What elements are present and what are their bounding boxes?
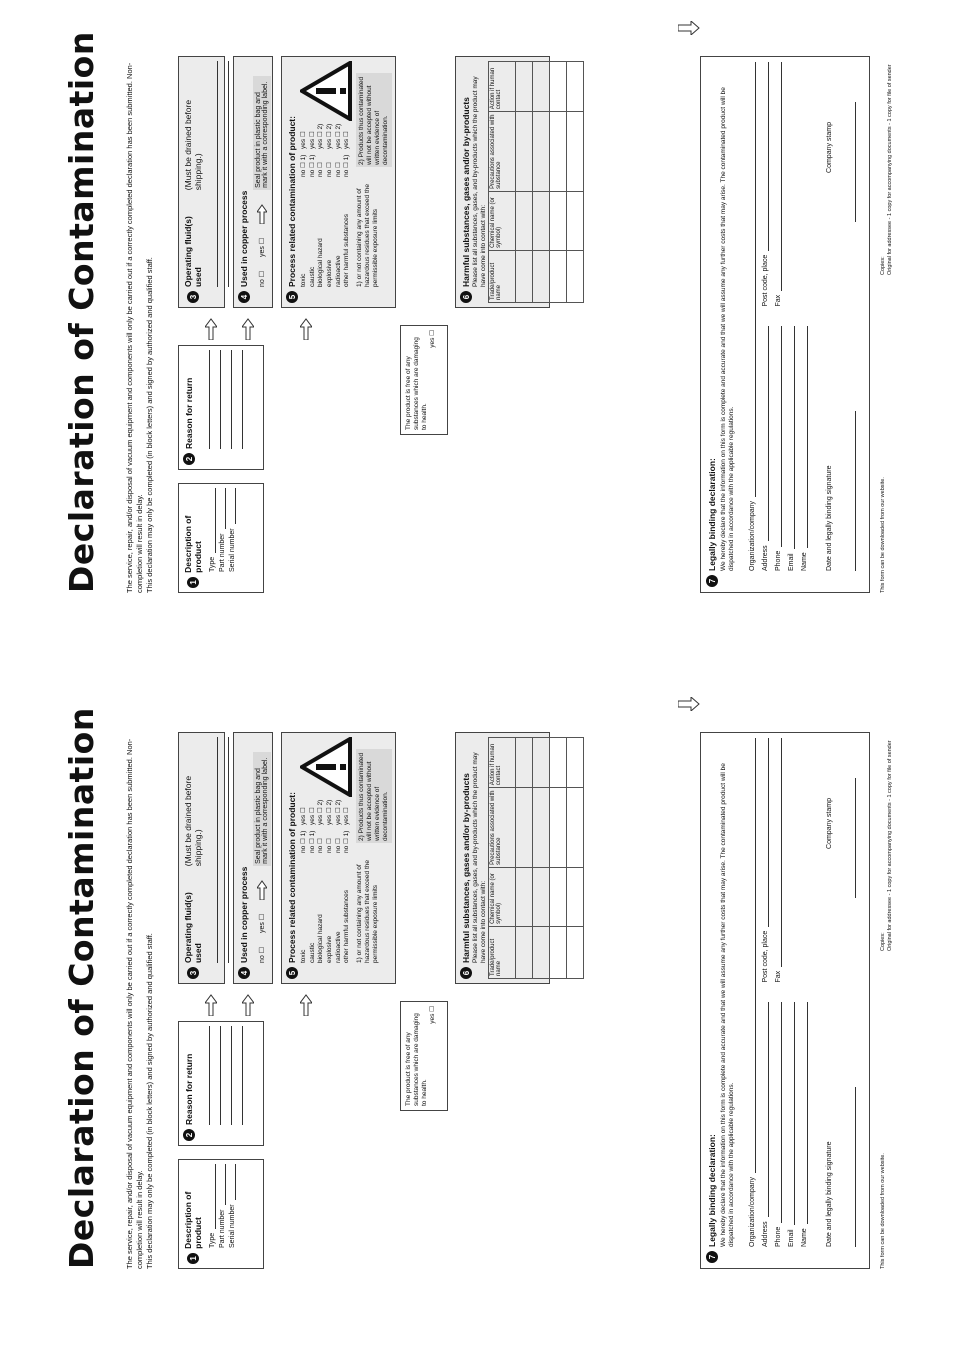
contamination-yes-checkbox[interactable]: yes ☐ 2): [334, 123, 342, 149]
contamination-yes-checkbox[interactable]: yes ☐ 2): [325, 799, 333, 825]
reason-line[interactable]: [232, 1026, 243, 1125]
fax-field[interactable]: [772, 62, 782, 291]
form-title: Declaration of Contamination: [62, 31, 101, 593]
substances-instruction: Please list all substances, gases, and by-products which the product may have come into contact with:: [472, 752, 487, 963]
section-harmful-substances: [455, 56, 550, 308]
section-2-heading: [183, 350, 195, 465]
section-number: 5: [286, 967, 298, 979]
reason-line[interactable]: [210, 350, 221, 449]
section-description-of-product: [178, 1159, 264, 1269]
contamination-no-checkbox[interactable]: no ☐ 1): [300, 154, 307, 177]
declaration-text: We hereby declare that the information on this form is complete and accurate and that we will assume any further costs that may arise. The contaminated product will be dispatched in accordance with the applicable regulations.: [720, 87, 735, 571]
organization-label: Organization/company: [749, 500, 756, 571]
address-field[interactable]: [759, 327, 769, 542]
contamination-no-checkbox[interactable]: no ☐: [325, 838, 333, 853]
free-of-substances-text: The product is free of any substances which are damaging to health.: [405, 1013, 428, 1106]
section-heading-text: Legally binding declaration:: [707, 458, 717, 571]
contamination-label: caustic: [308, 942, 316, 963]
footer-copies: [880, 721, 894, 951]
contamination-label: toxic: [300, 949, 307, 963]
reason-line[interactable]: [232, 350, 243, 449]
postcode-field[interactable]: [759, 738, 769, 927]
contamination-label: other harmful substances: [343, 890, 351, 963]
arrow-right-icon: [205, 994, 217, 1016]
email-field[interactable]: [785, 1003, 795, 1226]
arrow-down-icon: [678, 21, 700, 35]
contamination-label: biological hazard: [317, 238, 325, 287]
section-number: 6: [460, 291, 472, 303]
col-action-human-contact: Action if human contact: [489, 62, 516, 112]
table-row[interactable]: [516, 738, 533, 979]
contamination-no-checkbox[interactable]: no ☐ 1): [300, 830, 307, 853]
note-exposure-limits: 1) or not containing any amount of hazardous residues that exceed the permissible exposure limits: [356, 860, 379, 963]
part-number-field[interactable]: [216, 1164, 226, 1205]
section-4-heading: [238, 61, 250, 303]
arrow-right-icon: [300, 318, 312, 340]
stamp-field[interactable]: [855, 102, 856, 222]
type-field[interactable]: [206, 488, 216, 553]
footer-copies-text: Original for addressee - 1 copy for accompanying documents - 1 copy for file of sender: [887, 64, 893, 275]
section-heading-text: Process related contamination of product:: [287, 116, 297, 287]
footer-copies-text: Original for addressee - 1 copy for accompanying documents - 1 copy for file of sender: [887, 740, 893, 951]
section-heading-text: Description of product: [183, 515, 203, 573]
intro-line-1: The service, repair, and/or disposal of vacuum equipment and components will only be carried out if a correctly completed declaration has been submitted. Non-completion will result in delay.: [125, 738, 144, 1269]
warning-triangle-icon: [300, 61, 352, 121]
warning-triangle-icon: [300, 737, 352, 797]
section-operating-fluids: [178, 732, 225, 984]
type-label: Type: [209, 1232, 216, 1248]
seal-instruction: Seal product in plastic bag and mark it with a corresponding label.: [253, 752, 271, 866]
email-label: Email: [788, 1229, 795, 1247]
col-chemical-name: Chemical name (or symbol): [489, 191, 516, 250]
col-action-human-contact: Action if human contact: [489, 738, 516, 788]
arrow-right-icon: [300, 994, 312, 1016]
contamination-no-checkbox[interactable]: no ☐: [317, 162, 325, 177]
phone-label: Phone: [775, 1226, 782, 1247]
arrow-down-icon: [678, 697, 700, 711]
intro-line-2: This declaration may only be completed (in block letters) and signed by authorized and qualified staff.: [145, 257, 154, 593]
section-legal-declaration: [700, 732, 870, 1269]
section-heading-text: Reason for return: [184, 1053, 194, 1125]
contamination-no-checkbox[interactable]: no ☐: [334, 838, 342, 853]
section-number: 4: [238, 291, 250, 303]
drain-note: (Must be drained before shipping.): [183, 99, 203, 191]
address-label: Address: [762, 1221, 769, 1247]
email-label: Email: [788, 553, 795, 571]
postcode-label: Post code, place: [762, 930, 769, 983]
contamination-yes-checkbox[interactable]: yes ☐ 2): [317, 123, 325, 149]
declaration-form: [0, 0, 954, 675]
substances-table: [488, 737, 584, 979]
section-number: 7: [706, 575, 718, 587]
section-5-heading: [286, 61, 298, 303]
note-decontamination: 2) Products thus contaminated will not be accepted without written evidence of decontamination.: [356, 749, 392, 843]
col-trade-name: Trade/product name: [489, 926, 516, 978]
signature-field[interactable]: [855, 411, 856, 571]
section-heading-text: Operating fluid(s) used: [183, 892, 203, 964]
copper-yes-checkbox[interactable]: yes ☐: [259, 913, 266, 933]
part-number-field[interactable]: [216, 488, 226, 529]
address-label: Address: [762, 545, 769, 571]
contamination-label: biological hazard: [317, 914, 325, 963]
arrow-right-icon: [242, 318, 254, 340]
col-precautions: Precautions associated with substance: [489, 788, 516, 868]
arrow-right-icon: [242, 994, 254, 1016]
section-heading-text: Used in copper process: [239, 190, 249, 287]
substances-table: [488, 61, 584, 303]
footer-copies-label: Copies:: [880, 256, 886, 275]
section-4-heading: [238, 737, 250, 979]
signature-label: Date and legally binding signature: [826, 465, 833, 571]
organization-field[interactable]: [746, 738, 756, 1173]
phone-label: Phone: [775, 550, 782, 571]
section-copper-process: [233, 732, 273, 984]
intro-line-2: This declaration may only be completed (in block letters) and signed by authorized and qualified staff.: [145, 933, 154, 1269]
free-of-substances-text: The product is free of any substances which are damaging to health.: [405, 337, 428, 430]
note-exposure-limits: 1) or not containing any amount of hazardous residues that exceed the permissible exposure limits: [356, 184, 379, 287]
part-number-label: Part number: [219, 1209, 226, 1248]
section-1-heading: [183, 1164, 203, 1264]
section-3-heading: [183, 61, 203, 303]
contamination-no-checkbox[interactable]: no ☐ 1): [308, 830, 316, 853]
contamination-yes-checkbox[interactable]: yes ☐ 2): [334, 799, 342, 825]
stamp-field[interactable]: [855, 778, 856, 898]
arrow-right-icon: [257, 880, 267, 900]
fax-field[interactable]: [772, 738, 782, 967]
col-precautions: Precautions associated with substance: [489, 112, 516, 192]
table-row[interactable]: [533, 62, 550, 303]
section-number: 6: [460, 967, 472, 979]
section-heading-text: Harmful substances, gases and/or by-products: [461, 97, 471, 287]
type-field[interactable]: [206, 1164, 216, 1229]
intro-line-1: The service, repair, and/or disposal of vacuum equipment and components will only be carried out if a correctly completed declaration has been submitted. Non-completion will result in delay.: [125, 62, 144, 593]
arrow-right-icon: [257, 204, 267, 224]
copper-yes-checkbox[interactable]: yes ☐: [259, 237, 266, 257]
name-field[interactable]: [798, 1003, 808, 1225]
section-operating-fluids: [178, 56, 225, 308]
section-heading-text: Harmful substances, gases and/or by-products: [461, 773, 471, 963]
col-trade-name: Trade/product name: [489, 250, 516, 302]
section-process-contamination: [281, 732, 396, 984]
table-row[interactable]: [550, 738, 567, 979]
footer-copies: [880, 45, 894, 275]
contamination-yes-checkbox[interactable]: yes ☐ 2): [317, 799, 325, 825]
serial-number-label: Serial number: [229, 1204, 236, 1248]
fluid-line[interactable]: [207, 61, 218, 287]
contamination-no-checkbox[interactable]: no ☐ 1): [343, 154, 351, 177]
type-label: Type: [209, 556, 216, 572]
contamination-no-checkbox[interactable]: no ☐: [334, 162, 342, 177]
declaration-form: [0, 676, 954, 1351]
section-6-heading: [460, 61, 472, 303]
table-row[interactable]: [550, 62, 567, 303]
serial-number-field[interactable]: [226, 488, 236, 524]
section-number: 4: [238, 967, 250, 979]
phone-field[interactable]: [772, 1003, 782, 1223]
contamination-label: radioactive: [334, 931, 342, 963]
section-7-heading: [706, 62, 718, 587]
reason-line[interactable]: [221, 1026, 232, 1125]
contamination-label: explosive: [325, 935, 333, 963]
section-description-of-product: [178, 483, 264, 593]
fluid-line[interactable]: [218, 61, 229, 287]
section-7-heading: [706, 738, 718, 1263]
free-yes-checkbox[interactable]: yes ☐: [429, 330, 436, 348]
table-row[interactable]: [567, 62, 584, 303]
name-label: Name: [801, 552, 808, 571]
contamination-no-checkbox[interactable]: no ☐ 1): [343, 830, 351, 853]
copper-no-checkbox[interactable]: no ☐: [259, 270, 266, 287]
reason-line[interactable]: [199, 1026, 210, 1125]
section-number: 7: [706, 1251, 718, 1263]
organization-label: Organization/company: [749, 1176, 756, 1247]
contamination-label: toxic: [300, 273, 307, 287]
contamination-no-checkbox[interactable]: no ☐: [325, 162, 333, 177]
table-row[interactable]: [567, 738, 584, 979]
declaration-text: We hereby declare that the information on this form is complete and accurate and that we will assume any further costs that may arise. The contaminated product will be dispatched in accordance with the applicable regulations.: [720, 763, 735, 1247]
section-reason-for-return: [178, 345, 264, 470]
section-heading-text: Operating fluid(s) used: [183, 216, 203, 288]
contamination-yes-checkbox[interactable]: yes ☐: [343, 131, 351, 149]
contamination-yes-checkbox[interactable]: yes ☐: [308, 807, 316, 825]
serial-number-label: Serial number: [229, 528, 236, 572]
serial-number-field[interactable]: [226, 1164, 236, 1200]
section-heading-text: Used in copper process: [239, 866, 249, 963]
section-6-heading: [460, 737, 472, 979]
seal-instruction: Seal product in plastic bag and mark it with a corresponding label.: [253, 76, 271, 190]
fax-label: Fax: [775, 970, 782, 983]
address-field[interactable]: [759, 1003, 769, 1218]
form-page-1: [0, 0, 954, 675]
name-field[interactable]: [798, 327, 808, 549]
form-intro: [125, 709, 155, 1269]
section-number: 1: [187, 1253, 199, 1264]
part-number-label: Part number: [219, 533, 226, 572]
signature-label: Date and legally binding signature: [826, 1141, 833, 1247]
drain-note: (Must be drained before shipping.): [183, 775, 203, 867]
section-2-heading: [183, 1026, 195, 1141]
section-5-heading: [286, 737, 298, 979]
contamination-list: [300, 797, 352, 963]
section-number: 1: [187, 577, 199, 588]
company-stamp-label: Company stamp: [826, 798, 833, 849]
note-decontamination: 2) Products thus contaminated will not be accepted without written evidence of decontamination.: [356, 73, 392, 167]
footer-download-note: This form can be downloaded from our website.: [880, 477, 886, 593]
section-number: 2: [183, 1129, 195, 1141]
contamination-yes-checkbox[interactable]: yes ☐: [308, 131, 316, 149]
section-process-contamination: [281, 56, 396, 308]
table-row[interactable]: [533, 738, 550, 979]
contamination-yes-checkbox[interactable]: yes ☐: [343, 807, 351, 825]
fluid-line[interactable]: [207, 737, 218, 963]
signature-field[interactable]: [855, 1087, 856, 1247]
postcode-label: Post code, place: [762, 254, 769, 307]
arrow-right-icon: [205, 318, 217, 340]
section-number: 3: [187, 291, 199, 303]
section-number: 2: [183, 453, 195, 465]
organization-field[interactable]: [746, 62, 756, 497]
section-heading-text: Legally binding declaration:: [707, 1134, 717, 1247]
company-stamp-label: Company stamp: [826, 122, 833, 173]
substances-instruction: Please list all substances, gases, and by-products which the product may have come into contact with:: [472, 76, 487, 287]
contamination-label: other harmful substances: [343, 214, 351, 287]
section-heading-text: Description of product: [183, 1191, 203, 1249]
reason-line[interactable]: [221, 350, 232, 449]
name-label: Name: [801, 1228, 808, 1247]
reason-line[interactable]: [199, 350, 210, 449]
free-of-substances-box: [400, 1001, 448, 1111]
copper-no-checkbox[interactable]: no ☐: [259, 946, 266, 963]
form-title: Declaration of Contamination: [62, 707, 101, 1269]
footer-download-note: This form can be downloaded from our website.: [880, 1153, 886, 1269]
section-heading-text: Reason for return: [184, 377, 194, 449]
contamination-no-checkbox[interactable]: no ☐ 1): [308, 154, 316, 177]
email-field[interactable]: [785, 327, 795, 550]
contamination-yes-checkbox[interactable]: yes ☐: [300, 807, 307, 825]
form-intro: [125, 33, 155, 593]
fax-label: Fax: [775, 294, 782, 307]
contamination-list: [300, 121, 352, 287]
fluid-line[interactable]: [218, 737, 229, 963]
section-heading-text: Process related contamination of product:: [287, 792, 297, 963]
contamination-label: radioactive: [334, 255, 342, 287]
footer-copies-label: Copies:: [880, 932, 886, 951]
free-of-substances-box: [400, 325, 448, 435]
section-3-heading: [183, 737, 203, 979]
section-copper-process: [233, 56, 273, 308]
col-chemical-name: Chemical name (or symbol): [489, 867, 516, 926]
section-number: 3: [187, 967, 199, 979]
free-yes-checkbox[interactable]: yes ☐: [429, 1006, 436, 1024]
table-row[interactable]: [516, 62, 533, 303]
contamination-yes-checkbox[interactable]: yes ☐ 2): [325, 123, 333, 149]
contamination-yes-checkbox[interactable]: yes ☐: [300, 131, 307, 149]
section-legal-declaration: [700, 56, 870, 593]
section-1-heading: [183, 488, 203, 588]
section-reason-for-return: [178, 1021, 264, 1146]
contamination-no-checkbox[interactable]: no ☐: [317, 838, 325, 853]
postcode-field[interactable]: [759, 62, 769, 251]
contamination-label: caustic: [308, 266, 316, 287]
contamination-label: explosive: [325, 259, 333, 287]
phone-field[interactable]: [772, 327, 782, 547]
form-page-2: [0, 676, 954, 1351]
section-number: 5: [286, 291, 298, 303]
reason-line[interactable]: [210, 1026, 221, 1125]
section-harmful-substances: [455, 732, 550, 984]
